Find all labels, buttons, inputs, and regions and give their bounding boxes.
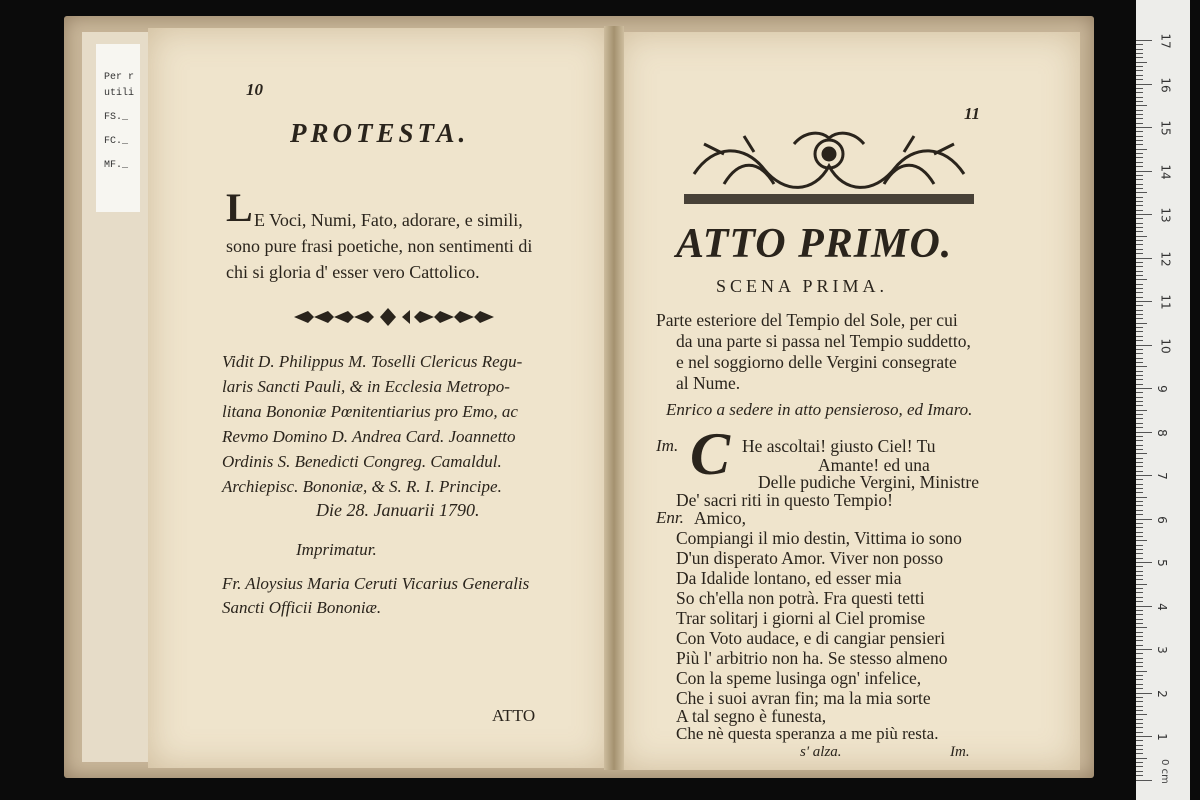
ruler-tick bbox=[1136, 666, 1143, 667]
ruler-tick bbox=[1136, 627, 1147, 628]
ruler-tick bbox=[1136, 353, 1143, 354]
ruler-number: 3 bbox=[1154, 646, 1169, 654]
ruler-tick bbox=[1136, 540, 1147, 541]
ruler-tick bbox=[1136, 545, 1143, 546]
dialogue-line: A tal segno è funesta, bbox=[676, 706, 827, 726]
ruler-tick bbox=[1136, 575, 1143, 576]
ruler-tick bbox=[1136, 184, 1143, 185]
ruler-unit: 0 cm bbox=[1158, 759, 1170, 784]
ruler-tick bbox=[1136, 144, 1143, 145]
ruler-tick bbox=[1136, 397, 1143, 398]
ruler-number: 11 bbox=[1158, 294, 1173, 310]
ruler-tick bbox=[1136, 214, 1152, 215]
ruler-tick bbox=[1136, 606, 1152, 607]
ruler-tick bbox=[1136, 123, 1143, 124]
ruler-number: 2 bbox=[1154, 689, 1169, 698]
ruler-number: 16 bbox=[1158, 76, 1173, 93]
ruler-tick bbox=[1136, 70, 1143, 71]
ruler-tick bbox=[1136, 510, 1143, 511]
body-line: E Voci, Numi, Fato, adorare, e simili, bbox=[254, 210, 523, 230]
dialogue-line: De' sacri riti in questo Tempio! bbox=[676, 490, 893, 510]
ruler-tick bbox=[1136, 588, 1143, 589]
ruler-tick bbox=[1136, 636, 1143, 637]
scene-heading: SCENA PRIMA. bbox=[716, 276, 889, 296]
ruler-tick bbox=[1136, 127, 1152, 128]
dialogue-line: He ascoltai! giusto Ciel! Tu bbox=[742, 436, 936, 456]
ruler-tick bbox=[1136, 57, 1143, 58]
approval-line: Archiepisc. Bononiæ, & S. R. I. Principe. bbox=[222, 477, 502, 496]
ruler-tick bbox=[1136, 288, 1143, 289]
ruler-tick bbox=[1136, 266, 1143, 267]
ruler-tick bbox=[1136, 753, 1143, 754]
approval-line: litana Bononiæ Pœnitentiarius pro Emo, ac bbox=[222, 402, 518, 421]
ruler-tick bbox=[1136, 340, 1143, 341]
imprimatur: Imprimatur. bbox=[296, 540, 377, 559]
ruler-tick bbox=[1136, 388, 1152, 389]
ruler-tick bbox=[1136, 614, 1143, 615]
slip-line: FS._ bbox=[104, 112, 129, 123]
ruler-tick bbox=[1136, 427, 1143, 428]
ruler-tick bbox=[1136, 497, 1147, 498]
ruler-tick bbox=[1136, 688, 1143, 689]
ruler-tick bbox=[1136, 488, 1143, 489]
ruler-tick bbox=[1136, 75, 1143, 76]
ruler-tick bbox=[1136, 658, 1143, 659]
ruler-number: 1 bbox=[1154, 733, 1169, 741]
ruler-tick bbox=[1136, 445, 1143, 446]
dialogue-line: Con Voto audace, e di cangiar pensieri bbox=[676, 628, 946, 648]
dialogue-line: Con la speme lusinga ogn' infelice, bbox=[676, 668, 922, 688]
ruler-tick bbox=[1136, 571, 1143, 572]
stage-direction: s' alza. bbox=[800, 744, 842, 760]
dialogue-line: Che i suoi avran fin; ma la mia sorte bbox=[676, 688, 931, 708]
ruler-tick bbox=[1136, 536, 1143, 537]
ruler-tick bbox=[1136, 345, 1152, 346]
ruler-tick bbox=[1136, 279, 1147, 280]
ruler-tick bbox=[1136, 53, 1143, 54]
slip-line: FC._ bbox=[104, 136, 129, 147]
ruler-tick bbox=[1136, 140, 1143, 141]
ruler-tick bbox=[1136, 584, 1147, 585]
ruler-tick bbox=[1136, 706, 1143, 707]
ruler-tick bbox=[1136, 566, 1143, 567]
ruler-tick bbox=[1136, 49, 1143, 50]
ruler-tick bbox=[1136, 131, 1143, 132]
ruler-tick bbox=[1136, 423, 1143, 424]
vicar-line: Fr. Aloysius Maria Ceruti Vicarius Generalis bbox=[222, 574, 530, 593]
ruler-number: 7 bbox=[1154, 472, 1169, 480]
dialogue-line: Da Idalide lontano, ed esser mia bbox=[676, 568, 902, 588]
slip-line: MF._ bbox=[104, 160, 129, 171]
ruler-tick bbox=[1136, 379, 1143, 380]
ruler-tick bbox=[1136, 171, 1152, 172]
speaker-enr: Enr. bbox=[656, 508, 684, 527]
ruler-tick bbox=[1136, 110, 1143, 111]
ruler-tick bbox=[1136, 623, 1143, 624]
ruler-tick bbox=[1136, 375, 1143, 376]
ruler-tick bbox=[1136, 62, 1147, 63]
ruler-number: 17 bbox=[1158, 33, 1173, 49]
ruler-tick bbox=[1136, 519, 1152, 520]
ruler-tick bbox=[1136, 484, 1143, 485]
setting-line: e nel soggiorno delle Vergini consegrate bbox=[676, 352, 957, 372]
ruler-number: 4 bbox=[1154, 602, 1169, 611]
ruler-tick bbox=[1136, 405, 1143, 406]
ruler-tick bbox=[1136, 105, 1147, 106]
ruler-tick bbox=[1136, 418, 1143, 419]
ruler-tick bbox=[1136, 710, 1143, 711]
ruler-tick bbox=[1136, 736, 1152, 737]
ruler-tick bbox=[1136, 118, 1143, 119]
ruler-tick bbox=[1136, 475, 1152, 476]
ruler-tick bbox=[1136, 758, 1147, 759]
setting-line: da una parte si passa nel Tempio suddetto, bbox=[676, 331, 971, 351]
ruler-tick bbox=[1136, 714, 1147, 715]
body-line: chi si gloria d' esser vero Cattolico. bbox=[226, 262, 480, 282]
ruler-tick bbox=[1136, 610, 1143, 611]
ruler-tick bbox=[1136, 745, 1143, 746]
ruler-tick bbox=[1136, 436, 1143, 437]
page-title: PROTESTA. bbox=[290, 118, 470, 148]
ruler-tick bbox=[1136, 492, 1143, 493]
ruler-tick bbox=[1136, 771, 1143, 772]
ruler-tick bbox=[1136, 188, 1143, 189]
ruler-tick bbox=[1136, 136, 1143, 137]
ruler-tick bbox=[1136, 762, 1143, 763]
ruler-tick bbox=[1136, 201, 1143, 202]
ruler-tick bbox=[1136, 318, 1143, 319]
ruler-number: 10 bbox=[1158, 337, 1173, 354]
ruler-tick bbox=[1136, 514, 1143, 515]
ruler-tick bbox=[1136, 162, 1143, 163]
ruler-tick bbox=[1136, 466, 1143, 467]
ruler-tick bbox=[1136, 331, 1143, 332]
ruler-tick bbox=[1136, 527, 1143, 528]
ruler-tick bbox=[1136, 697, 1143, 698]
ruler-tick bbox=[1136, 88, 1143, 89]
setting-line: al Nume. bbox=[676, 373, 741, 393]
dialogue-line: So ch'ella non potrà. Fra questi tetti bbox=[676, 588, 925, 608]
ruler-tick bbox=[1136, 92, 1143, 93]
ruler-tick bbox=[1136, 727, 1143, 728]
setting-line: Parte esteriore del Tempio del Sole, per cui bbox=[656, 310, 958, 330]
ruler-tick bbox=[1136, 410, 1147, 411]
ruler-tick bbox=[1136, 749, 1143, 750]
ruler-tick bbox=[1136, 684, 1143, 685]
approval-line: laris Sancti Pauli, & in Ecclesia Metropo- bbox=[222, 377, 510, 396]
ruler-tick bbox=[1136, 218, 1143, 219]
ruler-tick bbox=[1136, 549, 1143, 550]
act-heading: ATTO PRIMO. bbox=[676, 221, 953, 267]
ruler-tick bbox=[1136, 675, 1143, 676]
ruler-tick bbox=[1136, 84, 1152, 85]
ruler-tick bbox=[1136, 440, 1143, 441]
ruler-number: 13 bbox=[1158, 207, 1173, 223]
ruler-tick bbox=[1136, 553, 1143, 554]
ruler-tick bbox=[1136, 632, 1143, 633]
ruler-tick bbox=[1136, 66, 1143, 67]
drop-cap-l: L bbox=[226, 185, 253, 230]
ruler-tick bbox=[1136, 210, 1143, 211]
ruler-tick bbox=[1136, 579, 1143, 580]
dialogue-line: Che nè questa speranza a me più resta. bbox=[676, 724, 939, 743]
ruler-tick bbox=[1136, 732, 1143, 733]
ruler-tick bbox=[1136, 275, 1143, 276]
ruler-tick bbox=[1136, 462, 1143, 463]
ruler-tick bbox=[1136, 157, 1143, 158]
ruler-tick bbox=[1136, 449, 1143, 450]
ruler-tick bbox=[1136, 101, 1143, 102]
ruler-number: 9 bbox=[1154, 385, 1169, 393]
approval-line: Vidit D. Philippus M. Toselli Clericus Regu- bbox=[222, 352, 523, 371]
ruler-tick bbox=[1136, 262, 1143, 263]
ruler-tick bbox=[1136, 505, 1143, 506]
ruler-tick bbox=[1136, 766, 1143, 767]
catchword-left: ATTO bbox=[492, 706, 536, 725]
ruler-tick bbox=[1136, 662, 1143, 663]
ruler-tick bbox=[1136, 640, 1143, 641]
ruler-tick bbox=[1136, 780, 1152, 781]
ruler-tick bbox=[1136, 458, 1143, 459]
ruler-tick bbox=[1136, 231, 1143, 232]
dialogue-line: Compiangi il mio destin, Vittima io sono bbox=[676, 528, 962, 548]
ruler-number: 8 bbox=[1154, 428, 1169, 437]
ruler-tick bbox=[1136, 619, 1143, 620]
ruler-tick bbox=[1136, 371, 1143, 372]
approval-date: Die 28. Januarii 1790. bbox=[316, 500, 480, 520]
ruler-tick bbox=[1136, 740, 1143, 741]
ruler-tick bbox=[1136, 693, 1152, 694]
character-list: Enrico a sedere in atto pensieroso, ed Imaro. bbox=[666, 400, 973, 419]
ruler-tick bbox=[1136, 292, 1143, 293]
ruler-tick bbox=[1136, 327, 1143, 328]
vicar-line: Sancti Officii Bononiæ. bbox=[222, 598, 382, 617]
ruler-tick bbox=[1136, 253, 1143, 254]
ruler-tick bbox=[1136, 649, 1152, 650]
ruler-tick bbox=[1136, 179, 1143, 180]
page-number-right: 11 bbox=[964, 104, 981, 123]
ruler-tick bbox=[1136, 284, 1143, 285]
ruler-number: 15 bbox=[1158, 120, 1173, 136]
ruler-tick bbox=[1136, 671, 1147, 672]
ruler-tick bbox=[1136, 479, 1143, 480]
ruler-tick bbox=[1136, 432, 1152, 433]
body-line: sono pure frasi poetiche, non sentimenti di bbox=[226, 236, 533, 256]
ruler-tick bbox=[1136, 297, 1143, 298]
ruler-number: 6 bbox=[1154, 515, 1169, 524]
approval-line: Ordinis S. Benedicti Congreg. Camaldul. bbox=[222, 452, 502, 471]
ruler-tick bbox=[1136, 401, 1143, 402]
ruler-number: 5 bbox=[1154, 559, 1169, 567]
ruler-tick bbox=[1136, 227, 1143, 228]
ruler-tick bbox=[1136, 114, 1143, 115]
ruler-tick bbox=[1136, 679, 1143, 680]
ruler-tick bbox=[1136, 223, 1143, 224]
ruler-tick bbox=[1136, 597, 1143, 598]
ruler-tick bbox=[1136, 701, 1143, 702]
approval-line: Revmo Domino D. Andrea Card. Joannetto bbox=[222, 427, 516, 446]
ruler-tick bbox=[1136, 384, 1143, 385]
ruler-tick bbox=[1136, 97, 1143, 98]
slip-line: utili bbox=[104, 88, 135, 99]
dialogue-line: Delle pudiche Vergini, Ministre bbox=[758, 472, 979, 492]
book-gutter bbox=[604, 26, 624, 770]
ruler-number: 14 bbox=[1158, 163, 1173, 180]
ruler-number: 12 bbox=[1158, 250, 1173, 267]
ruler-tick bbox=[1136, 249, 1143, 250]
ruler-tick bbox=[1136, 305, 1143, 306]
measuring-ruler bbox=[1136, 0, 1190, 800]
dialogue-line: Trar solitarj i giorni al Ciel promise bbox=[676, 608, 926, 628]
ruler-tick bbox=[1136, 175, 1143, 176]
ruler-tick bbox=[1136, 310, 1143, 311]
ruler-tick bbox=[1136, 392, 1143, 393]
ruler-tick bbox=[1136, 314, 1143, 315]
ruler-tick bbox=[1136, 205, 1143, 206]
ruler-tick bbox=[1136, 149, 1147, 150]
ruler-tick bbox=[1136, 236, 1147, 237]
ornament-divider-icon bbox=[292, 306, 496, 328]
ruler-tick bbox=[1136, 301, 1152, 302]
ruler-tick bbox=[1136, 523, 1143, 524]
ruler-tick bbox=[1136, 197, 1143, 198]
ruler-tick bbox=[1136, 592, 1143, 593]
ruler-tick bbox=[1136, 775, 1143, 776]
ruler-tick bbox=[1136, 471, 1143, 472]
ruler-tick bbox=[1136, 532, 1143, 533]
ruler-tick bbox=[1136, 562, 1152, 563]
ruler-tick bbox=[1136, 79, 1143, 80]
ruler-tick bbox=[1136, 362, 1143, 363]
page-number-left: 10 bbox=[246, 80, 263, 99]
ruler-tick bbox=[1136, 653, 1143, 654]
library-slip bbox=[96, 44, 140, 212]
speaker-im: Im. bbox=[656, 436, 679, 455]
ruler-tick bbox=[1136, 601, 1143, 602]
ruler-tick bbox=[1136, 153, 1143, 154]
floral-headpiece-icon bbox=[684, 124, 974, 208]
ruler-tick bbox=[1136, 244, 1143, 245]
catchword-right: Im. bbox=[950, 744, 970, 760]
ruler-tick bbox=[1136, 558, 1143, 559]
ruler-tick bbox=[1136, 40, 1152, 41]
ruler-tick bbox=[1136, 719, 1143, 720]
ruler-tick bbox=[1136, 192, 1147, 193]
ruler-tick bbox=[1136, 258, 1152, 259]
ruler-tick bbox=[1136, 366, 1147, 367]
ruler-tick bbox=[1136, 240, 1143, 241]
drop-cap-c: C bbox=[690, 421, 731, 487]
ruler-tick bbox=[1136, 349, 1143, 350]
ruler-tick bbox=[1136, 166, 1143, 167]
ruler-tick bbox=[1136, 414, 1143, 415]
ruler-tick bbox=[1136, 645, 1143, 646]
slip-line: Per r bbox=[104, 72, 135, 83]
dialogue-line: Più l' arbitrio non ha. Se stesso almeno bbox=[676, 648, 948, 668]
dialogue-line: D'un disperato Amor. Viver non posso bbox=[676, 548, 944, 568]
ruler-tick bbox=[1136, 336, 1143, 337]
ruler-tick bbox=[1136, 271, 1143, 272]
ruler-tick bbox=[1136, 723, 1143, 724]
dialogue-line: Amico, bbox=[694, 508, 747, 528]
ruler-tick bbox=[1136, 44, 1143, 45]
dialogue-line: Amante! ed una bbox=[818, 455, 930, 475]
ruler-tick bbox=[1136, 323, 1147, 324]
ruler-tick bbox=[1136, 453, 1147, 454]
ruler-tick bbox=[1136, 358, 1143, 359]
ruler-tick bbox=[1136, 501, 1143, 502]
